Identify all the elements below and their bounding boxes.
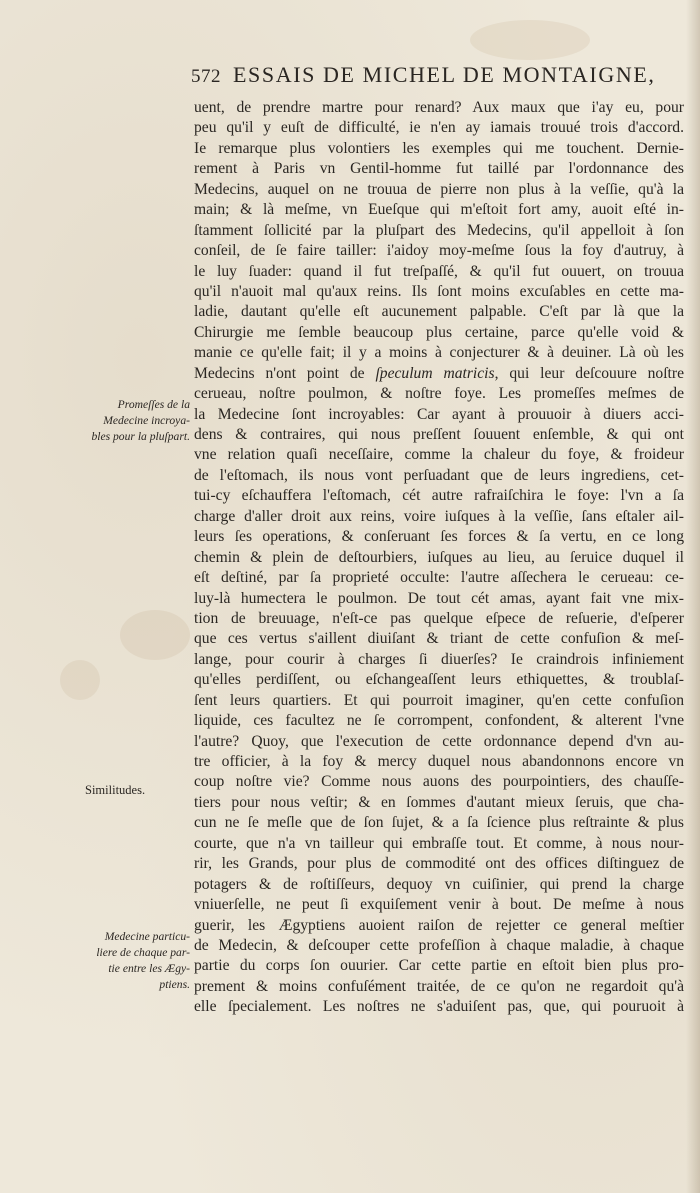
text-line: manie ce qu'elle fait; il y a moins à conjecturer & à deuiner. Là où les: [194, 344, 684, 362]
text-line: ſtamment ſollicité par la pluſpart des Medecins, qu'il appelloit à ſon: [194, 221, 684, 239]
text-line: la Medecine ſont incroyables: Car ayant à prouuoir à diuers acci-: [194, 405, 684, 423]
text-line: prement & moins confuſément traitée, de ce qu'on ne regardoit qu'à: [194, 977, 684, 995]
text-line: de Medecin, & deſcouper cette profeſſion à chaque maladie, à chaque: [194, 936, 684, 954]
body-text: [194, 98, 684, 1018]
text-line: rir, les Grands, pour plus de commodité ont des offices diſtinguez de: [194, 855, 684, 873]
paper-stain: [120, 610, 190, 660]
margin-note-medecine: Medecine particu- liere de chaque par- tie entre les Ægy- ptiens.: [96, 930, 190, 991]
text-line: coup noſtre vie? Comme nous auons des pourpointiers, des chauſſe-: [194, 773, 684, 791]
text-line: tre officier, à la foy & mercy duquel nous abandonnons encore vn: [194, 753, 684, 770]
page-edge-shadow: [686, 0, 700, 1193]
text-line: Chirurgie me ſemble beaucoup plus certaine, parce qu'elle void &: [194, 323, 684, 341]
text-line: chemin & plein de deſtourbiers, iuſques au lieu, au ſeruice duquel il: [194, 548, 684, 566]
text-line: le luy ſuader: quand il fut treſpaſſé, & qu'il fut ouuert, on trouua: [194, 262, 684, 280]
text-line: elle ſpecialement. Les noſtres ne s'aduiſent pas, que, qui pouruoit à: [194, 998, 684, 1016]
text-line: partie du corps ſon ouurier. Car cette partie en eſtoit bien plus pro-: [194, 957, 684, 975]
text-line: ladie, dautant qu'elle eſt aucunement palpable. C'eſt par là que la: [194, 303, 684, 321]
text-line: main; & là meſme, vn Eueſque qui m'eſtoit fort amy, auoit eſté in-: [194, 201, 684, 219]
text-line: Medecins n'ont point de ſpeculum matricis, qui leur deſcouure noſtre: [194, 364, 684, 382]
text-line: de l'eſtomach, ils nous vont perſuadant que de leurs ingrediens, cet-: [194, 466, 684, 484]
text-line: vniuerſelle, ne peut ſi exquiſement venir à bout. De meſme à nous: [194, 896, 684, 914]
page-number: 572: [191, 66, 221, 87]
paper-stain: [470, 20, 590, 60]
text-line: tion de breuuage, n'eſt-ce pas quelque eſpece de reſuerie, d'eſperer: [194, 609, 684, 627]
text-line: Ie remarque plus volontiers les exemples qui me touchent. Dernie-: [194, 139, 684, 157]
text-line: qu'elles perdiſſent, ou eſchangeaſſent leurs ethiquettes, & troublaſ-: [194, 671, 684, 689]
text-line: tui-cy eſchauffera l'eſtomach, cét autre rafraiſchira le foye: l'vn a ſa: [194, 487, 684, 505]
paper-stain: [60, 660, 100, 700]
text-line: dens & contraires, qui nous preſſent ſouuent enſemble, & qui ont: [194, 426, 684, 443]
text-line: cun ne ſe meſle que de ſon ſujet, & a ſa ſcience plus reſtrainte & plus: [194, 814, 684, 832]
margin-note-promesses: Promeſſes de la Medecine incroya- bles pour la pluſpart.: [91, 398, 190, 443]
text-line: Medecins, auquel on ne trouua de pierre non plus à la veſſie, qu'à la: [194, 180, 684, 198]
text-line: luy-là humectera le poulmon. De tout cét amas, ayant fait vne mix-: [194, 589, 684, 607]
running-title: ESSAIS DE MICHEL DE MONTAIGNE,: [233, 62, 656, 87]
text-line: vne relation quaſi neceſſaire, comme la chaleur du foye, & froideur: [194, 446, 684, 464]
text-line: l'autre? Quoy, que l'execution de cette ordonnance depend d'vn au-: [194, 732, 684, 750]
text-line: charge d'aller droit aux reins, voire iuſques à la veſſie, ſans eſtaler ail-: [194, 507, 684, 525]
text-line: ſent leurs quartiers. Et qui pourroit imaginer, qu'en cette confuſion: [194, 691, 684, 709]
text-line: liquide, ces facultez ne ſe corrompent, confondent, & alterent l'vne: [194, 712, 684, 730]
text-line: lange, pour courir à charges ſi diuerſes? Ie craindrois infiniement: [194, 650, 684, 668]
page-header: [191, 62, 681, 92]
text-line: cerueau, noſtre poulmon, & noſtre foye. Les promeſſes meſmes de: [194, 385, 684, 403]
text-line: leurs ſes operations, & conſeruant ſes forces & ſa vertu, en ce long: [194, 528, 684, 546]
text-line: courte, que n'a vn tailleur qui embraſſe tout. Et comme, à nous nour-: [194, 834, 684, 852]
text-line: guerir, les Ægyptiens auoient raiſon de rejetter ce general meſtier: [194, 916, 684, 934]
text-line: uent, de prendre martre pour renard? Aux maux que i'ay eu, pour: [194, 99, 684, 116]
text-line: potagers & de roſtiſſeurs, dequoy vn cuiſinier, qui prend la charge: [194, 875, 684, 893]
text-line: que ces vertus s'aillent diuiſant & triant de cette confuſion & meſ-: [194, 630, 684, 648]
text-line: peu qu'il y euſt de difficulté, ie n'en ay iamais trouué trois d'accord.: [194, 119, 684, 137]
text-line: conſeil, de ſe faire tailler: i'aidoy moy-meſme ſous la foy d'autruy, à: [194, 242, 684, 260]
text-line: tiers pour nous veſtir; & en ſommes d'autant mieux ſeruis, que cha-: [194, 793, 684, 811]
margin-note-similitudes: Similitudes.: [85, 783, 146, 797]
text-line: rement à Paris vn Gentil-homme fut taillé par l'ordonnance des: [194, 160, 684, 178]
text-line: eſt deſtiné, par ſa proprieté occulte: l'autre aſſechera le cerueau: ce-: [194, 569, 684, 587]
text-line: qu'il n'auoit mal qu'aux reins. Ils ſont moins excuſables en cette ma-: [194, 282, 684, 300]
